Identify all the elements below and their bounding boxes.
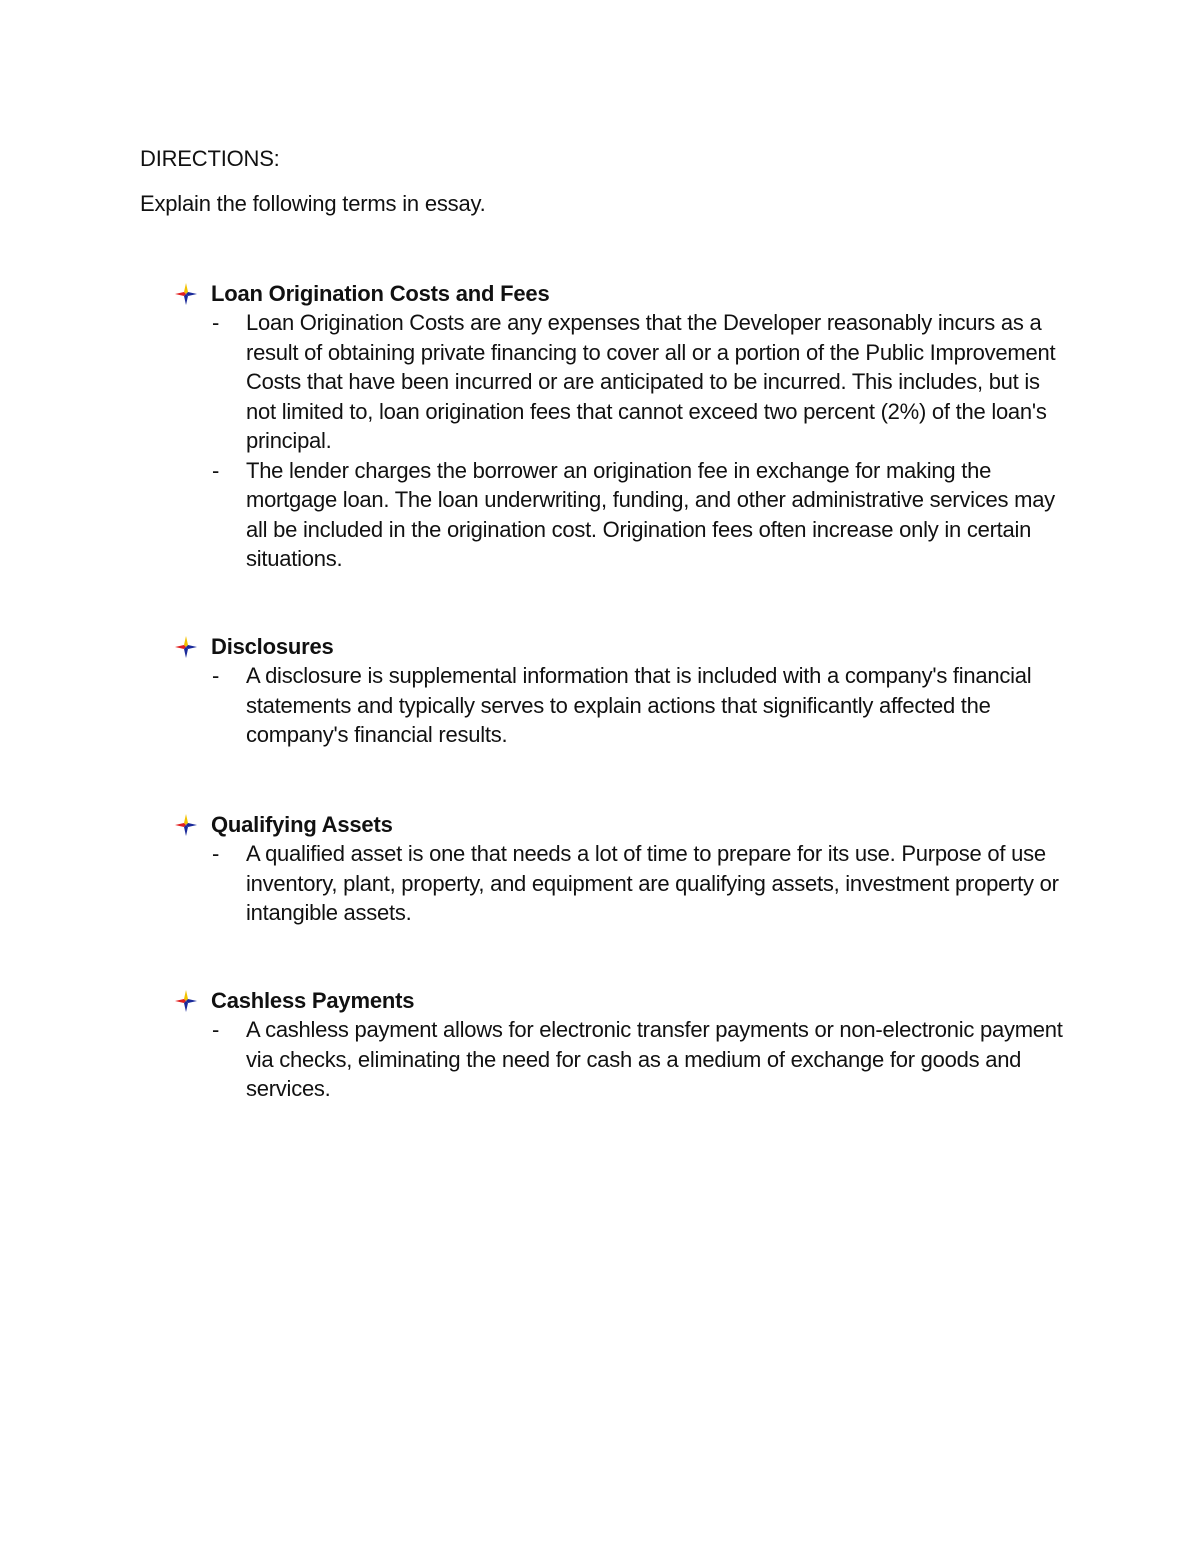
term-heading xyxy=(174,986,1074,1015)
term-definition xyxy=(174,1015,1064,1104)
term-disclosures xyxy=(174,632,1074,750)
dash-marker: - xyxy=(212,663,220,688)
four-point-star-bullet-icon xyxy=(174,989,198,1013)
term-title: Loan Origination Costs and Fees xyxy=(211,281,550,306)
four-point-star-bullet-icon xyxy=(174,813,198,837)
four-point-star-bullet-icon xyxy=(174,282,198,306)
dash-marker: - xyxy=(212,457,220,483)
term-title: Disclosures xyxy=(211,634,334,659)
term-title: Cashless Payments xyxy=(211,988,415,1013)
definition-text: A disclosure is supplemental information that is included with a company's financial statements and typically serves to explain actions that significantly affected the company's financial results. xyxy=(246,663,1032,747)
dash-marker: - xyxy=(212,841,220,866)
term-loan-origination xyxy=(174,279,1074,574)
four-point-star-bullet-icon xyxy=(174,635,198,659)
instruction-text: Explain the following terms in essay. xyxy=(140,191,486,216)
term-heading xyxy=(174,632,1074,661)
term-title: Qualifying Assets xyxy=(211,812,393,837)
term-definition xyxy=(174,456,1064,574)
directions-heading: DIRECTIONS: xyxy=(140,146,280,171)
definition-text: A qualified asset is one that needs a lot of time to prepare for its use. Purpose of use inventory, plant, property, and equipment are qualifying assets, investment property or intangible assets. xyxy=(246,841,1059,925)
term-cashless-payments xyxy=(174,986,1074,1104)
definition-text: A cashless payment allows for electronic transfer payments or non-electronic payment via checks, eliminating the need for cash as a medium of exchange for goods and services. xyxy=(246,1017,1063,1101)
term-heading xyxy=(174,279,1074,308)
term-definition xyxy=(174,308,1064,456)
term-qualifying-assets xyxy=(174,810,1074,928)
definition-text: Loan Origination Costs are any expenses that the Developer reasonably incurs as a result of obtaining private financing to cover all or a portion of the Public Improvement Costs that have been incurred or are anticipated to be incurred. This includes, but is not limited to, loan origination fees that cannot exceed two percent (2%) of the loan's principal. xyxy=(246,310,1056,453)
definition-text: The lender charges the borrower an origination fee in exchange for making the mortgage loan. The loan underwriting, funding, and other administrative services may all be included in the origination cost. Origination fees often increase only in certain situations. xyxy=(246,457,1055,571)
term-definition xyxy=(174,661,1064,750)
dash-marker: - xyxy=(212,310,220,335)
term-definition xyxy=(174,839,1064,928)
term-heading xyxy=(174,810,1074,839)
dash-marker: - xyxy=(212,1017,220,1042)
